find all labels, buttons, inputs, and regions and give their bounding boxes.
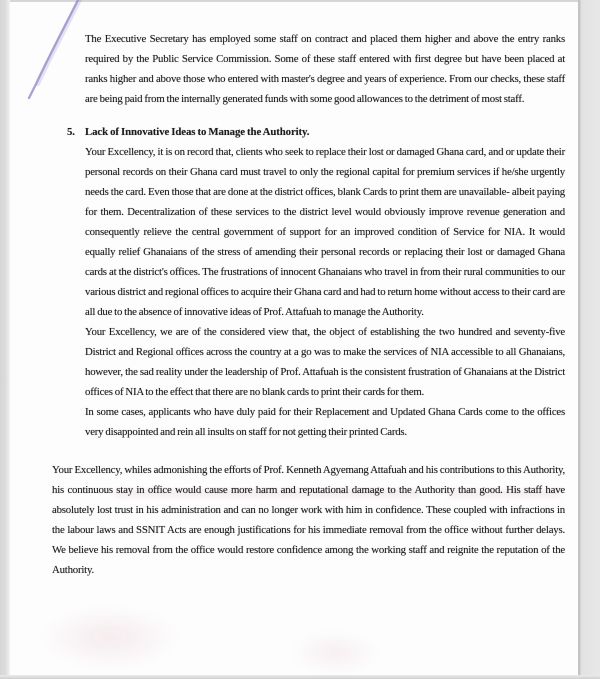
section-paragraph-2: Your Excellency, we are of the considered view that, the object of establishing the two hundred and seventy-five District and Regional offices across the country at a go was to make the services of NIA accessible to all Ghanaians, however, the sad reality under the leadership of Prof. Attafuah is the consistent frustration of Ghanaians at the District offices of NIA to the effect that there are no blank cards to print their cards for them.	[85, 326, 565, 398]
section-heading: Lack of Innovative Ideas to Manage the Authority.	[85, 126, 310, 138]
section-paragraph-3: In some cases, applicants who have duly paid for their Replacement and Updated Ghana Cards come to the offices very disappointed and rein all insults on staff for not getting their printed Cards.	[85, 406, 565, 438]
section-item-5	[67, 122, 565, 142]
section-paragraph-1: Your Excellency, it is on record that, clients who seek to replace their lost or damaged Ghana card, and or update their personal records on their Ghana card must travel to only the regional capital for premium services if he/she urgently needs the card. Even those that are done at the district offices, blank Cards to print them are unavailable- albeit paying for them. Decentralization of these services to the district level would obviously improve revenue generation and consequently relieve the central government of support for an improved condition of Service for NIA. It would equally relief Ghanaians of the stress of amending their personal records or replacing their lost or damaged Ghana cards at the district's offices. The frustrations of innocent Ghanaians who travel in from their rural communities to our various district and regional offices to acquire their Ghana card and had to return home without access to their card are all due to the absence of innovative ideas of Prof. Attafuah to manage the Authority.	[85, 146, 565, 318]
section-number: 5.	[67, 126, 75, 138]
intro-paragraph: The Executive Secretary has employed some staff on contract and placed them higher and above the entry ranks required by the Public Service Commission. Some of these staff entered with first degree but have been placed at ranks higher and above those who entered with master's degree and years of experience. From our checks, these staff are being paid from the internally generated funds with some good allowances to the detriment of most staff.	[85, 33, 565, 105]
closing-paragraph: Your Excellency, whiles admonishing the efforts of Prof. Kenneth Agyemang Attafuah and his contributions to this Authority, his continuous stay in office would cause more harm and reputational damage to the Authority than good. His staff have absolutely lost trust in his administration and can no longer work with him in confidence. These coupled with infractions in the labour laws and SSNIT Acts are enough justifications for his immediate removal from the office without further delays. We believe his removal from the office would restore confidence among the working staff and reignite the reputation of the Authority.	[52, 464, 565, 576]
